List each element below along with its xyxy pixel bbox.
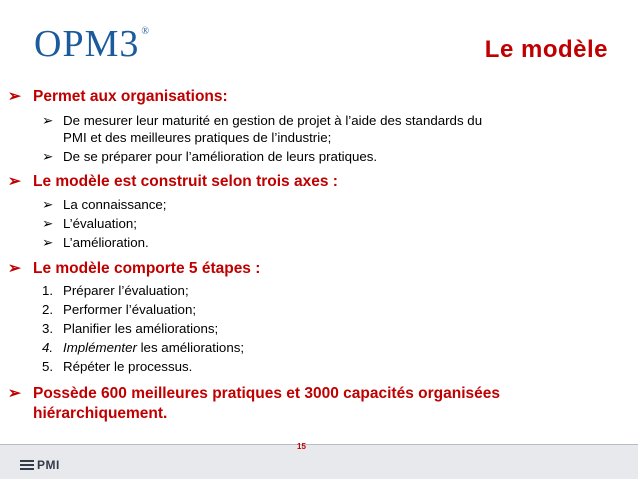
- slide-title: Le modèle: [484, 36, 608, 63]
- pmi-stripes-icon: [20, 460, 34, 470]
- arrow-bullet-icon: ➢: [8, 88, 21, 105]
- page-number: 15: [297, 442, 306, 451]
- sub-bullet-text: PMI et des meilleures pratiques de l’industrie;: [63, 130, 332, 145]
- arrow-bullet-icon: ➢: [42, 216, 54, 231]
- logo-text: OPM3: [34, 23, 140, 65]
- bullet-1-text: Permet aux organisations:: [33, 88, 228, 105]
- step-text-rest: les améliorations;: [136, 340, 245, 355]
- arrow-bullet-icon: ➢: [42, 235, 54, 250]
- opm3-logo: [34, 22, 150, 66]
- arrow-bullet-icon: ➢: [8, 173, 21, 190]
- bullet-2-text: Le modèle est construit selon trois axes :: [33, 173, 338, 190]
- step-number: 2.: [42, 302, 54, 317]
- sub-bullet-text: De mesurer leur maturité en gestion de projet à l’aide des standards du: [63, 113, 483, 128]
- bullet-3-text: Le modèle comporte 5 étapes :: [33, 260, 261, 277]
- step-number: 5.: [42, 359, 54, 374]
- footer-band: [0, 445, 638, 479]
- step-number: 3.: [42, 321, 54, 336]
- step-text: Performer l’évaluation;: [63, 302, 197, 317]
- arrow-bullet-icon: ➢: [42, 113, 54, 128]
- arrow-bullet-icon: ➢: [8, 385, 21, 402]
- step-text: Répéter le processus.: [63, 359, 193, 374]
- sub-bullet-text: La connaissance;: [63, 197, 167, 212]
- pmi-brand: PMI: [37, 458, 60, 472]
- step-number: 4.: [42, 340, 54, 355]
- step-text: [63, 340, 244, 357]
- sub-bullet-text: L’amélioration.: [63, 235, 149, 250]
- pmi-logo: [20, 458, 60, 472]
- arrow-bullet-icon: ➢: [42, 197, 54, 212]
- bullet-4-line-1: Possède 600 meilleures pratiques et 3000 capacités organisées: [33, 385, 500, 402]
- step-text: Planifier les améliorations;: [63, 321, 219, 336]
- arrow-bullet-icon: ➢: [8, 260, 21, 277]
- step-number: 1.: [42, 283, 54, 298]
- sub-bullet-text: L’évaluation;: [63, 216, 137, 231]
- registered-mark: ®: [141, 26, 150, 37]
- sub-bullet-text: De se préparer pour l’amélioration de leurs pratiques.: [63, 149, 378, 164]
- step-text-italic: Implémenter: [63, 340, 137, 355]
- bullet-4-line-2: hiérarchiquement.: [33, 405, 168, 422]
- arrow-bullet-icon: ➢: [42, 149, 54, 164]
- step-text: Préparer l’évaluation;: [63, 283, 189, 298]
